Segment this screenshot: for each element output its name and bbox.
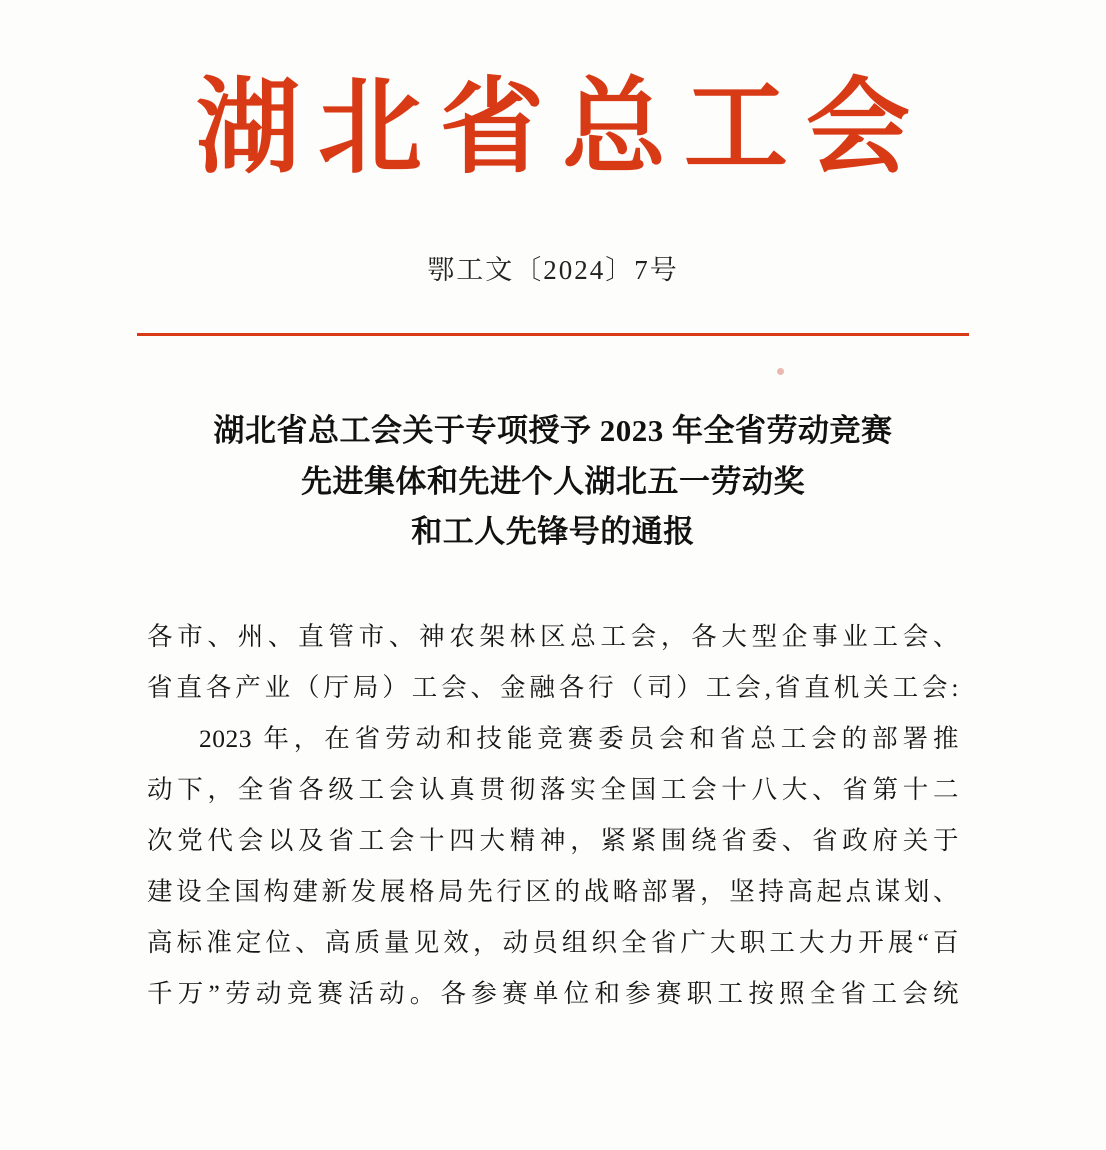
body-line-5: 次党代会以及省工会十四大精神，紧紧围绕省委、省政府关于 <box>147 826 959 856</box>
body-line-6: 建设全国构建新发展格局先行区的战略部署，坚持高起点谋划、 <box>147 877 959 907</box>
document-body <box>147 611 959 1019</box>
body-line-2: 省直各产业（厅局）工会、金融各行（司）工会,省直机关工会: <box>147 673 959 703</box>
document-title-line-3: 和工人先锋号的通报 <box>411 513 695 549</box>
issuing-organization-title: 湖北省总工会 <box>195 71 928 186</box>
document-title-line-1: 湖北省总工会关于专项授予 2023 年全省劳动竞赛 <box>213 413 893 449</box>
red-divider-rule <box>137 333 969 336</box>
document-header <box>0 0 1106 287</box>
document-number: 鄂工文〔2024〕7号 <box>427 255 679 286</box>
body-line-4: 动下，全省各级工会认真贯彻落实全国工会十八大、省第十二 <box>147 775 959 805</box>
document-title-line-2: 先进集体和先进个人湖北五一劳动奖 <box>301 463 805 499</box>
body-line-7: 高标准定位、高质量见效，动员组织全省广大职工大力开展“百 <box>147 928 959 958</box>
body-line-3: 2023 年，在省劳动和技能竞赛委员会和省总工会的部署推 <box>199 724 959 754</box>
body-line-1: 各市、州、直管市、神农架林区总工会，各大型企事业工会、 <box>147 622 959 652</box>
red-dot-marker <box>777 368 784 375</box>
document-title <box>143 406 963 557</box>
body-line-8: 千万”劳动竞赛活动。各参赛单位和参赛职工按照全省工会统 <box>147 979 959 1009</box>
